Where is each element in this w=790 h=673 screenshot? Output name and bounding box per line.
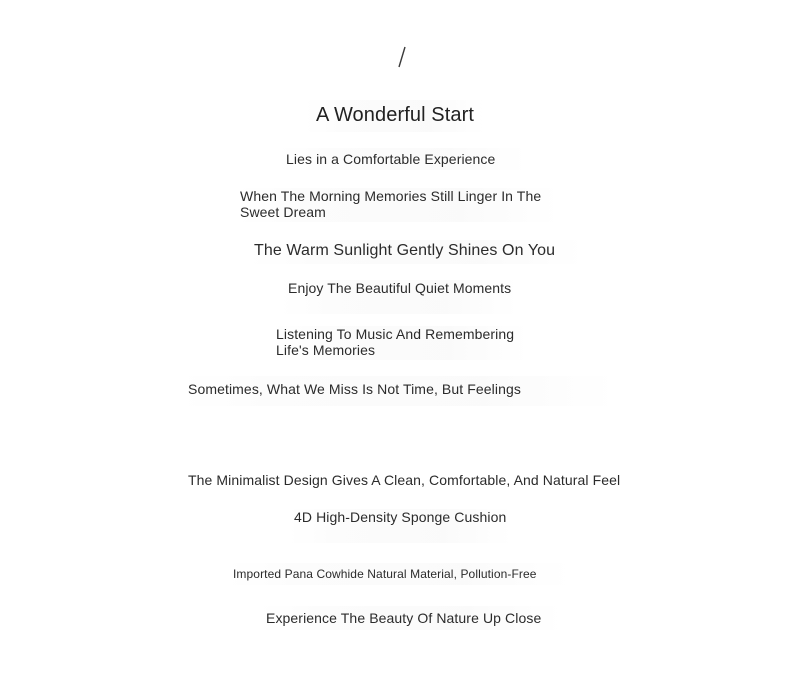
text-line: 4D High-Density Sponge Cushion: [288, 509, 512, 543]
text-line: Experience The Beauty Of Nature Up Close: [258, 606, 562, 630]
text-line: The Warm Sunlight Gently Shines On You: [248, 240, 584, 264]
text-line: Listening To Music And Remembering Life's Memories: [270, 326, 528, 360]
page-title: A Wonderful Start: [305, 100, 485, 132]
text-line: Enjoy The Beautiful Quiet Moments: [280, 280, 518, 314]
text-line: Imported Pana Cowhide Natural Material, Pollution-Free: [226, 563, 571, 585]
slash-divider-icon: [397, 44, 407, 70]
text-line: Lies in a Comfortable Experience: [278, 148, 526, 170]
text-line: Sometimes, What We Miss Is Not Time, But Feelings: [180, 376, 616, 406]
text-line: The Minimalist Design Gives A Clean, Comfortable, And Natural Feel: [188, 472, 621, 488]
text-line: When The Morning Memories Still Linger In The Sweet Dream: [236, 188, 560, 222]
